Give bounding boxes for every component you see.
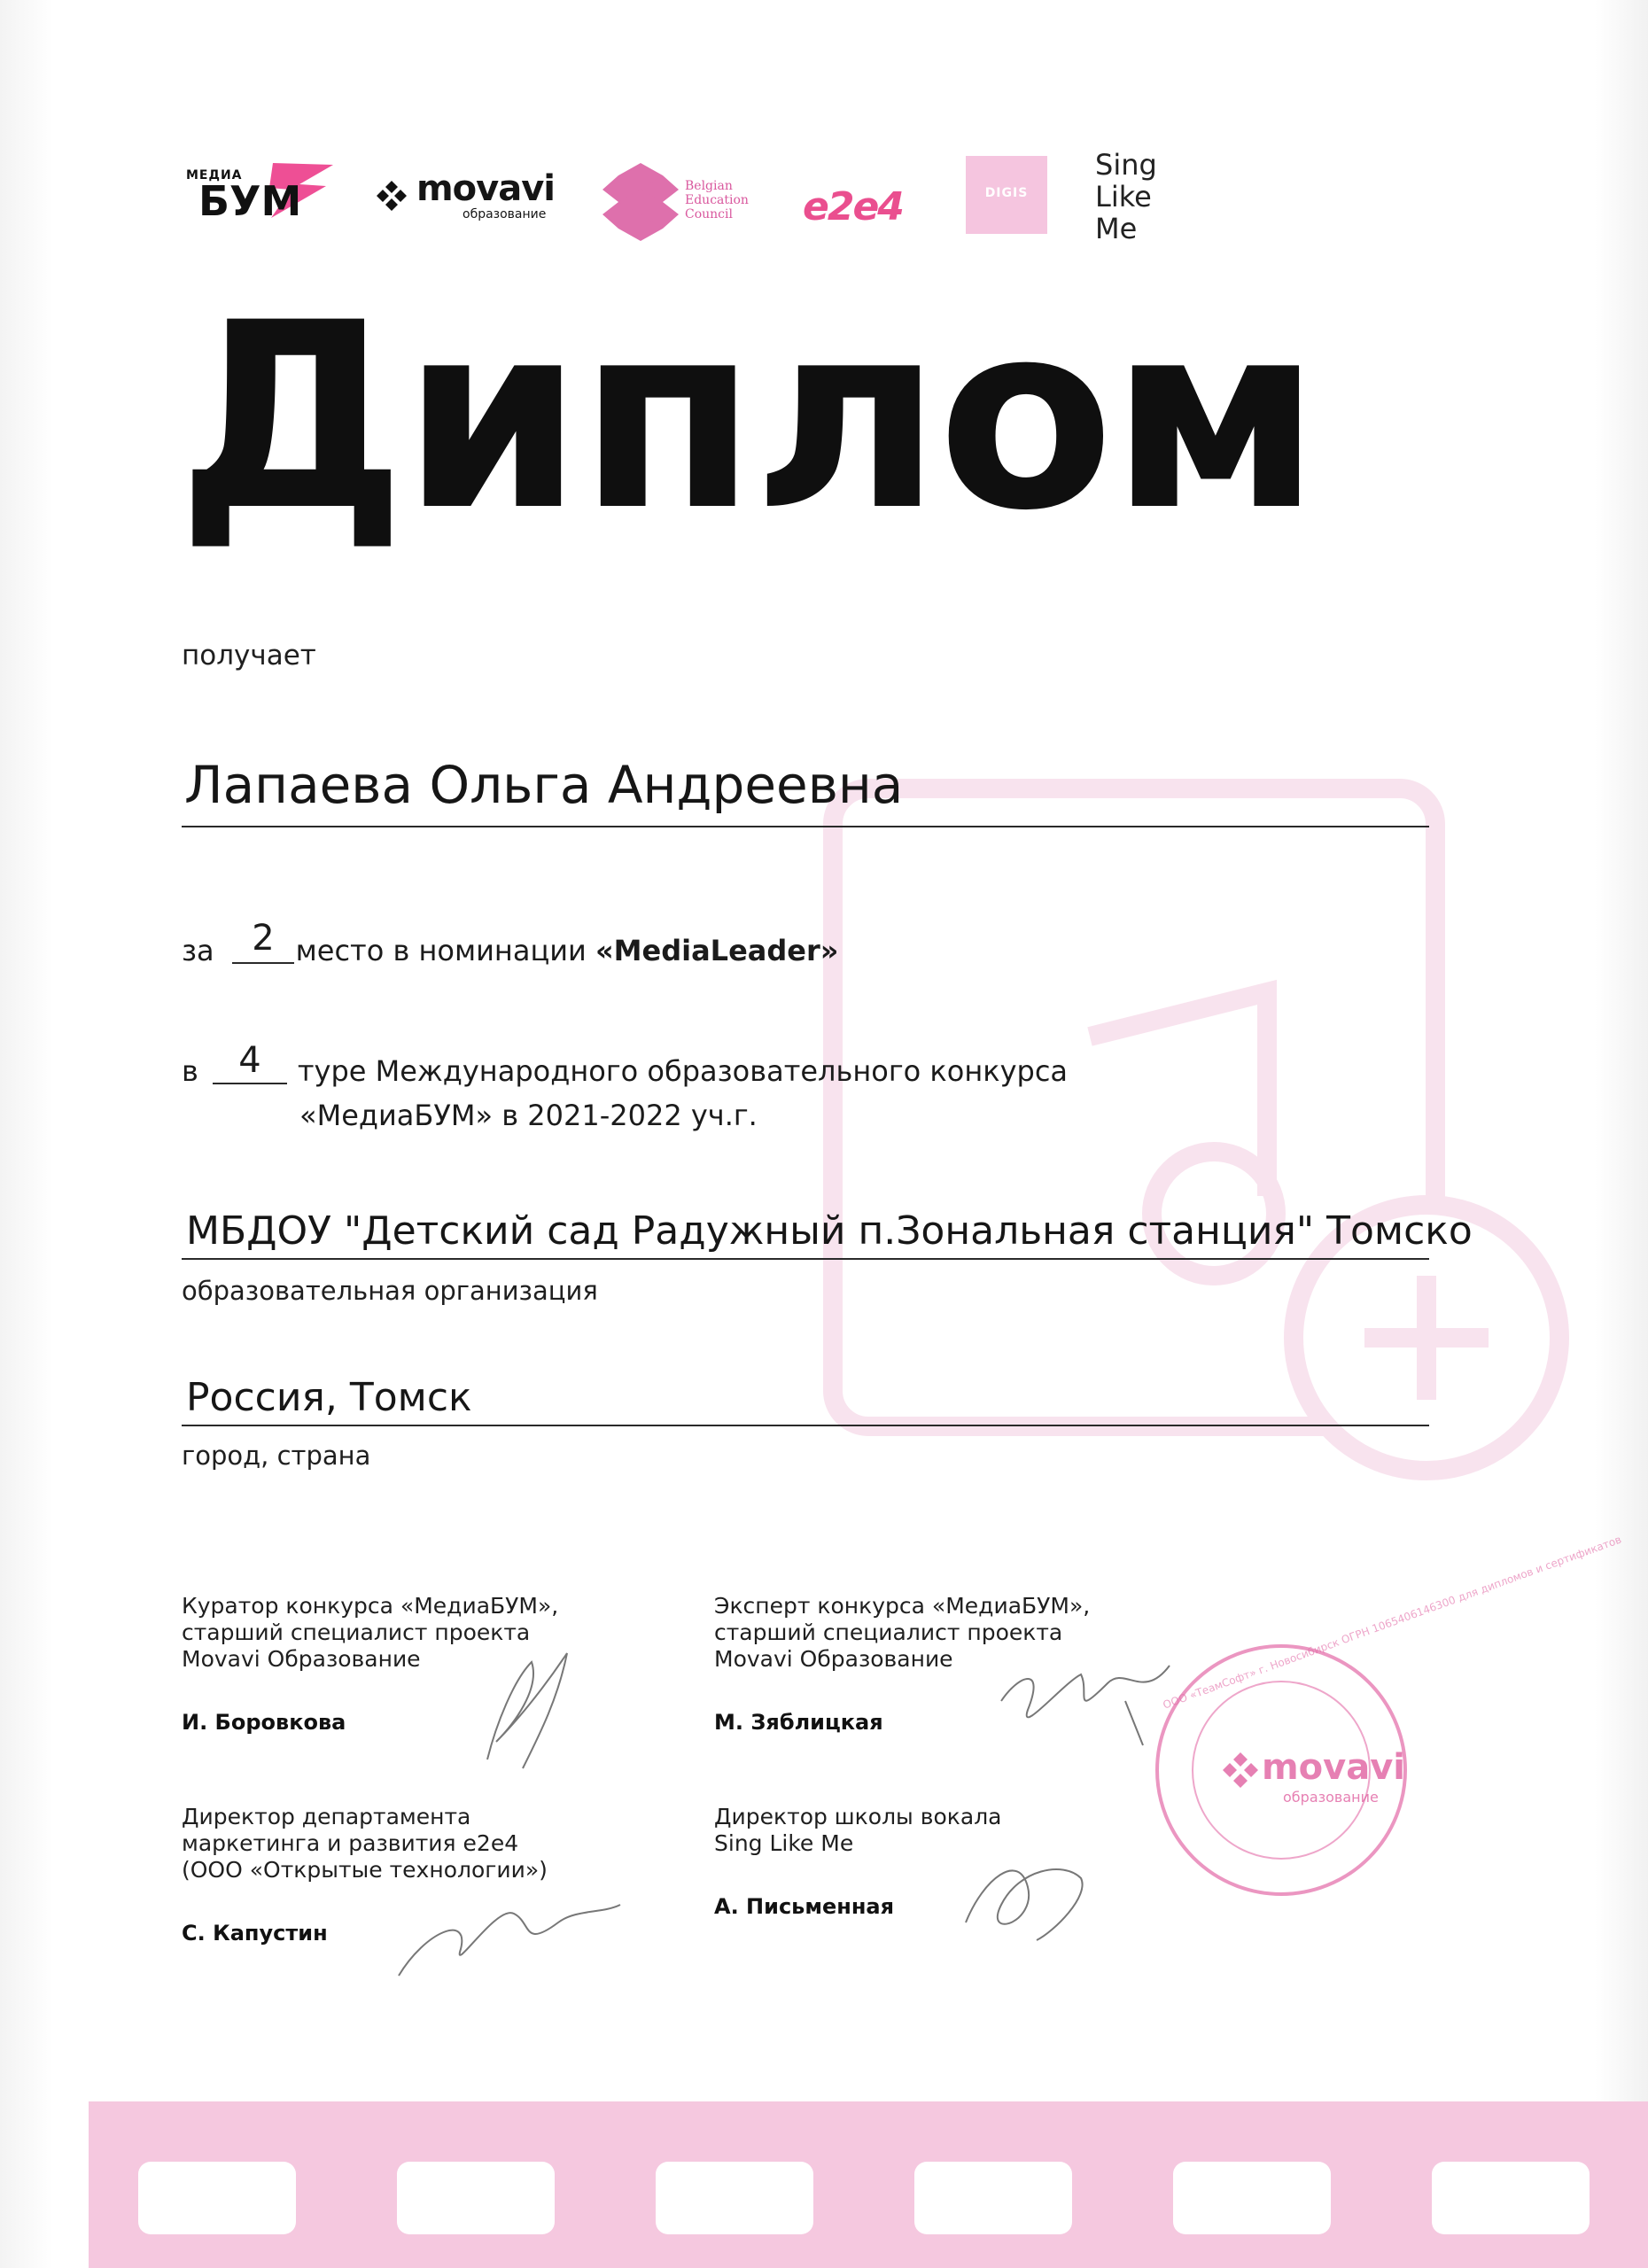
organization-underline	[182, 1258, 1429, 1260]
company-stamp	[1148, 1533, 1623, 1903]
film-hole	[656, 2162, 813, 2234]
tour-number: 4	[238, 1040, 261, 1081]
handwritten-signature-icon	[390, 1878, 629, 1993]
film-hole	[1173, 2162, 1331, 2234]
film-hole	[138, 2162, 296, 2234]
handwritten-signature-icon	[461, 1644, 594, 1786]
receives-label: получает	[182, 640, 316, 672]
film-strip-decoration	[89, 2101, 1648, 2268]
mediabum-small-text: МЕДИА	[186, 168, 243, 183]
stamp-sub: образование	[1283, 1789, 1379, 1806]
music-watermark-icon	[824, 771, 1586, 1550]
movavi-diamonds-icon	[374, 179, 409, 214]
organization-value: МБДОУ "Детский сад Радужный п.Зональная станция" Томско	[186, 1208, 1473, 1254]
belgian-education-council-logo	[601, 159, 787, 245]
bec-star-icon	[601, 159, 680, 245]
stamp-ring-text: ООО «ТеамСофт» г. Новосибирск ОГРН 1065406146300 для дипломов и сертификатов	[1161, 1533, 1623, 1712]
signature-role-curator: Куратор конкурса «МедиаБУМ», старший специалист проекта Movavi Образование	[182, 1593, 559, 1672]
signature-name-curator: И. Боровкова	[182, 1710, 346, 1735]
place-underline	[232, 962, 294, 964]
recipient-name: Лапаева Ольга Андреевна	[184, 755, 904, 815]
movavi-word: movavi	[416, 168, 556, 209]
film-hole	[397, 2162, 555, 2234]
signature-name-director-vocal: А. Письменная	[714, 1894, 895, 1919]
signature-name-expert: М. Зяблицкая	[714, 1710, 883, 1735]
tour-row: в туре Международного образовательного конкурса	[182, 1054, 1069, 1088]
signature-role-director-vocal: Директор школы вокала Sing Like Me	[714, 1804, 1002, 1856]
movavi-sub: образование	[463, 207, 547, 221]
signature-name-director-marketing: С. Капустин	[182, 1921, 328, 1946]
movavi-logo	[374, 168, 556, 230]
tour-underline	[213, 1083, 287, 1084]
nomination-name: «MediaLeader»	[595, 934, 839, 967]
e2e4-logo: e2e4	[803, 184, 903, 229]
film-hole	[1432, 2162, 1590, 2234]
place-number: 2	[252, 918, 275, 959]
digis-logo: DIGIS	[966, 156, 1047, 234]
bec-text: Belgian Education Council	[685, 179, 749, 221]
mediabum-logo	[186, 158, 328, 229]
name-underline	[182, 826, 1429, 827]
city-underline	[182, 1425, 1429, 1426]
signature-role-director-marketing: Директор департамента маркетинга и развития e2e4 (ООО «Открытые технологии»)	[182, 1804, 548, 1883]
tour-row-2: «МедиаБУМ» в 2021-2022 уч.г.	[299, 1099, 758, 1132]
place-row: за место в номинации «MediaLeader»	[182, 934, 839, 967]
signature-role-expert: Эксперт конкурса «МедиаБУМ», старший специалист проекта Movavi Образование	[714, 1593, 1091, 1672]
city-label: город, страна	[182, 1441, 371, 1471]
stamp-word: movavi	[1262, 1747, 1406, 1788]
page-title: Диплом	[177, 268, 1318, 567]
handwritten-signature-icon	[948, 1843, 1099, 1958]
city-value: Россия, Томск	[186, 1375, 472, 1420]
film-hole	[914, 2162, 1072, 2234]
organization-label: образовательная организация	[182, 1276, 598, 1306]
sing-like-me-logo: Sing Like Me	[1095, 148, 1157, 245]
mediabum-big-text: БУМ	[198, 177, 302, 225]
